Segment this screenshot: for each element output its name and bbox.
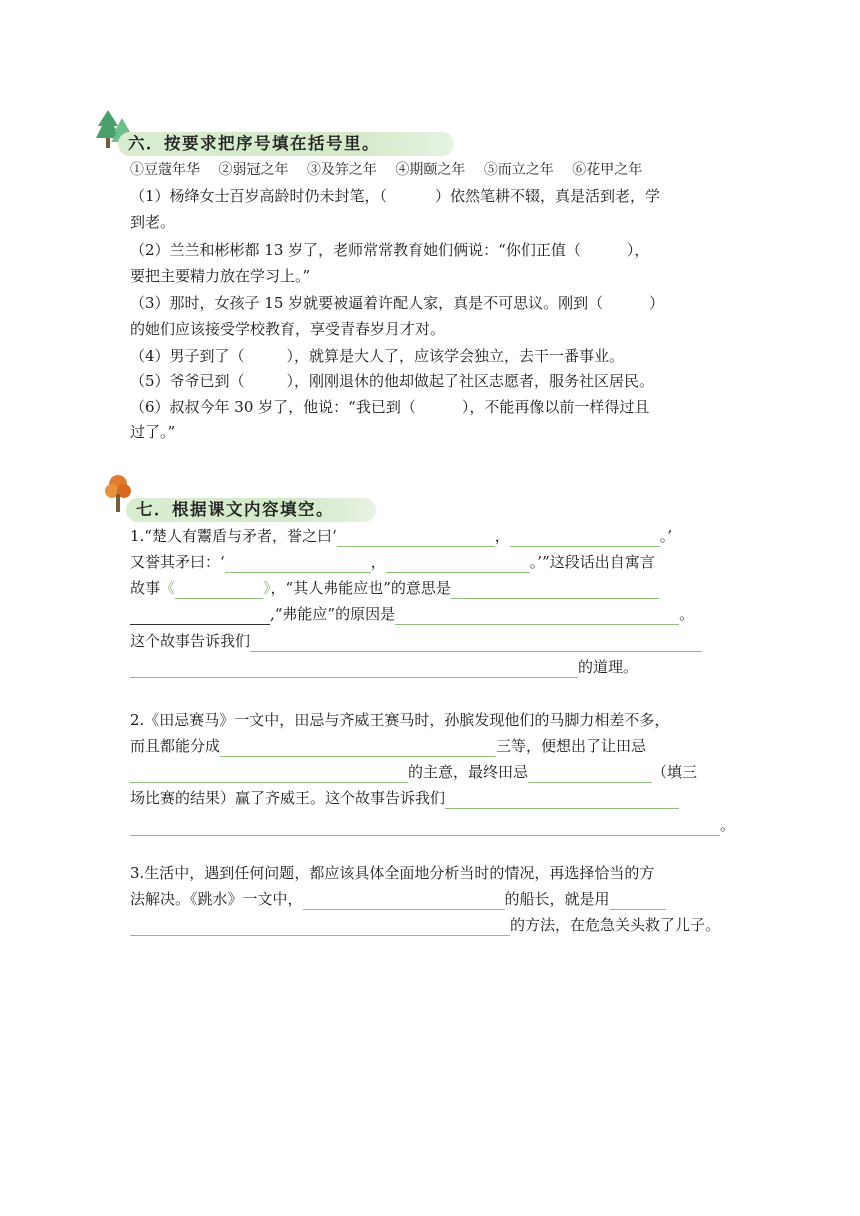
blank-p1-lesson-cont[interactable] [130, 659, 578, 678]
question-5: （5）爷爷已到（ ），刚刚退休的他却做起了社区志愿者，服务社区居民。 [130, 372, 655, 390]
options-list [130, 159, 656, 179]
blank-p1-meaning[interactable] [451, 580, 659, 599]
option-1: ①豆蔻年华 [130, 162, 200, 178]
blank-p2-grades[interactable] [220, 738, 496, 757]
p1-line-1: 1.“楚人有鬻盾与矛者，誉之曰‘ ， 。’ [130, 527, 673, 545]
p2-line-2: 而且都能分成 三等，便想出了让田忌 [130, 737, 647, 755]
p1-line-6: 的道理。 [130, 656, 638, 678]
blank-p1-3[interactable] [225, 554, 371, 573]
p1-line-3: 故事《 》，“其人弗能应也”的意思是 [130, 577, 659, 599]
p1-line-2: 又誉其矛曰：‘ ， 。’”这段话出自寓言 [130, 553, 655, 571]
answer-blank-4[interactable] [245, 349, 287, 367]
question-3: （3）那时，女孩子 15 岁就要被逼着许配人家，真是不可思议。刚到（ ） [130, 294, 665, 312]
blank-p1-meaning-cont[interactable] [130, 606, 270, 625]
answer-blank-5[interactable] [245, 374, 287, 392]
p3-line-1: 3.生活中，遇到任何问题，都应该具体全面地分析当时的情况，再选择恰当的方 [130, 864, 655, 882]
answer-blank-1[interactable] [387, 189, 435, 207]
p2-line-3: 的主意，最终田忌 （填三 [130, 761, 697, 783]
p2-line-4: 场比赛的结果）赢了齐威王。这个故事告诉我们 [130, 787, 679, 809]
blank-p1-4[interactable] [386, 554, 530, 573]
option-2: ②弱冠之年 [218, 162, 289, 178]
section-6-header [96, 128, 456, 158]
question-1: （1）杨绛女士百岁高龄时仍未封笔，（ ）依然笔耕不辍，真是活到老，学 [130, 187, 661, 205]
answer-blank-3[interactable] [603, 296, 649, 314]
blank-p2-lesson[interactable] [445, 790, 679, 809]
question-4: （4）男子到了（ ），就算是大人了，应该学会独立，去干一番事业。 [130, 347, 625, 365]
blank-p3-method-cont[interactable] [130, 917, 510, 936]
question-1-cont: 到老。 [130, 213, 176, 231]
blank-p1-lesson[interactable] [250, 633, 702, 652]
blank-p1-1[interactable] [337, 528, 495, 547]
section-6-title: 六．按要求把序号填在括号里。 [128, 134, 380, 153]
question-2-cont: 要把主要精力放在学习上。” [130, 267, 311, 285]
p2-line-1: 2.《田忌赛马》一文中，田忌与齐威王赛马时，孙膑发现他们的马脚力相差不多， [130, 711, 670, 729]
p2-line-5: 。 [130, 814, 735, 836]
blank-p1-2[interactable] [510, 528, 660, 547]
option-3: ③及笄之年 [306, 162, 377, 178]
p1-line-5: 这个故事告诉我们 [130, 630, 702, 652]
blank-p1-reason[interactable] [395, 606, 679, 625]
blank-p2-lesson-cont[interactable] [130, 817, 720, 836]
option-6: ⑥花甲之年 [572, 162, 643, 178]
answer-blank-2[interactable] [581, 243, 627, 261]
option-5: ⑤而立之年 [483, 162, 554, 178]
question-2: （2）兰兰和彬彬都 13 岁了，老师常常教育她们俩说：“你们正值（ ）， [130, 241, 650, 259]
p3-line-2: 法解决。《跳水》一文中， 的船长，就是用 [130, 888, 666, 910]
section-7-header [104, 494, 384, 524]
p3-line-3: 的方法，在危急关头救了儿子。 [130, 914, 720, 936]
p1-line-4: ,“弗能应”的原因是 。 [130, 603, 694, 625]
option-4: ④期颐之年 [395, 162, 466, 178]
blank-story-name[interactable] [175, 580, 263, 599]
answer-blank-6[interactable] [416, 400, 462, 418]
blank-p2-idea[interactable] [130, 764, 408, 783]
blank-p3-method[interactable] [610, 891, 666, 910]
question-6-cont: 过了。” [130, 423, 176, 441]
section-7-title: 七．根据课文内容填空。 [136, 500, 334, 519]
blank-p2-result[interactable] [528, 764, 652, 783]
question-3-cont: 的她们应该接受学校教育，享受青春岁月才对。 [130, 320, 446, 338]
question-6: （6）叔叔今年 30 岁了，他说：“我已到（ ），不能再像以前一样得过且 [130, 398, 650, 416]
blank-p3-captain[interactable] [303, 891, 505, 910]
